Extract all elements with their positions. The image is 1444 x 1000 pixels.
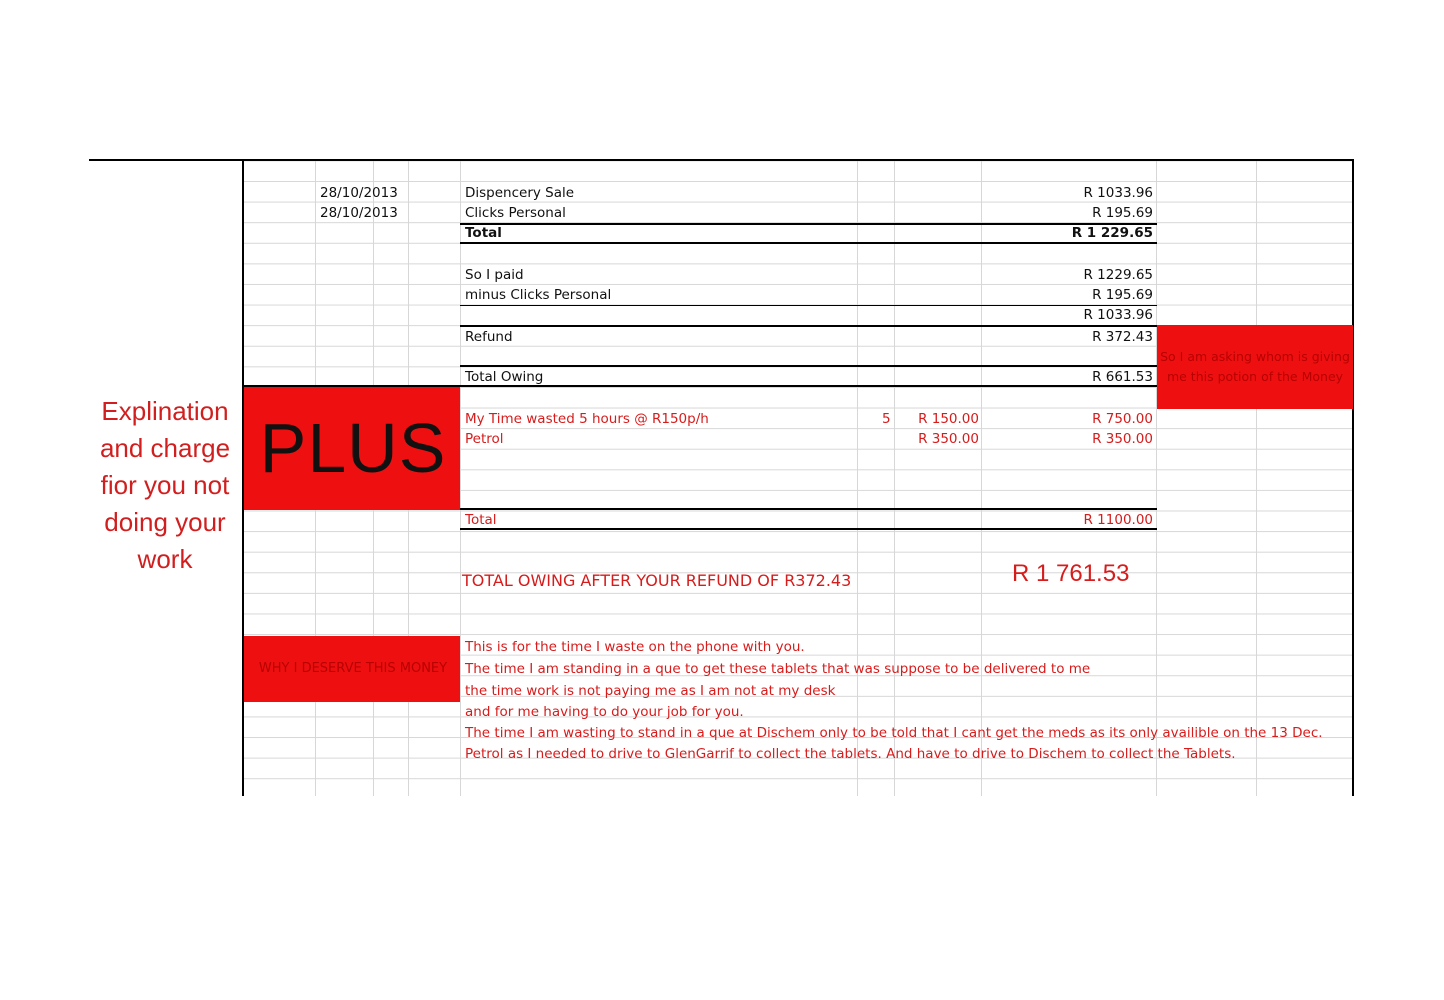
total-amount: R 1 229.65 (1071, 225, 1153, 241)
minus-label: minus Clicks Personal (465, 287, 612, 303)
reason-line: the time work is not paying me as I am not at my desk (465, 683, 836, 699)
sheet-right-border (1352, 159, 1354, 796)
charges-total-amount: R 1100.00 (1083, 512, 1153, 528)
grid-column-line (1256, 161, 1257, 796)
paid-label: So I paid (465, 267, 524, 283)
sale-desc: Dispencery Sale (465, 185, 575, 201)
refund-label: Refund (465, 329, 513, 345)
plus-label: PLUS (259, 409, 447, 487)
owing-after-label: TOTAL OWING AFTER YOUR REFUND OF R372.43 (462, 571, 852, 590)
grid-column-line (894, 161, 895, 796)
charges-total-label: Total (465, 512, 497, 528)
total-label: Total (465, 225, 502, 241)
owing-top-border (460, 365, 1157, 367)
total-bottom-border (460, 242, 1157, 244)
grid-column-line (460, 161, 461, 796)
subtotal-amount: R 1033.96 (1083, 307, 1153, 323)
charge-time-desc: My Time wasted 5 hours @ R150p/h (465, 411, 709, 427)
reason-line: The time I am standing in a que to get these tablets that was suppose to be delivered to me (465, 661, 1091, 677)
charge-time-qty: 5 (882, 411, 891, 427)
refund-amount: R 372.43 (1092, 329, 1153, 345)
reason-line: This is for the time I waste on the phone with you. (465, 639, 805, 655)
charges-total-top-border (460, 508, 1157, 510)
sheet-top-border (89, 159, 1354, 161)
charge-petrol-rate: R 350.00 (918, 431, 979, 447)
reason-line: and for me having to do your job for you. (465, 704, 744, 720)
clicks-amount: R 195.69 (1092, 205, 1153, 221)
charge-petrol-amount: R 350.00 (1092, 431, 1153, 447)
minus-amount: R 195.69 (1092, 287, 1153, 303)
grid-column-line (1156, 161, 1157, 796)
clicks-date: 28/10/2013 (320, 205, 398, 221)
grid-column-line (981, 161, 982, 796)
owing-amount: R 661.53 (1092, 369, 1153, 385)
refund-border (460, 325, 1157, 327)
side-title: Explination and charge fior you not doing your work (99, 396, 231, 574)
paid-amount: R 1229.65 (1083, 267, 1153, 283)
charge-time-rate: R 150.00 (918, 411, 979, 427)
why-label: WHY I DESERVE THIS MONEY (258, 661, 448, 676)
sale-date: 28/10/2013 (320, 185, 398, 201)
sale-amount: R 1033.96 (1083, 185, 1153, 201)
charge-petrol-desc: Petrol (465, 431, 504, 447)
reason-line: The time I am wasting to stand in a que at Dischem only to be told that I cant get the meds as its only availible on the 13 Dec. (465, 725, 1323, 741)
grid-column-line (857, 161, 858, 796)
charge-time-amount: R 750.00 (1092, 411, 1153, 427)
ask-note: So I am asking whom is giving me this potion of the Money (1160, 349, 1350, 384)
owing-after-amount: R 1 761.53 (1012, 560, 1130, 587)
owing-label: Total Owing (465, 369, 544, 385)
reason-line: Petrol as I needed to drive to GlenGarrif to collect the tablets. And have to drive to Dischem to collect the Tablets. (465, 746, 1236, 762)
clicks-desc: Clicks Personal (465, 205, 566, 221)
